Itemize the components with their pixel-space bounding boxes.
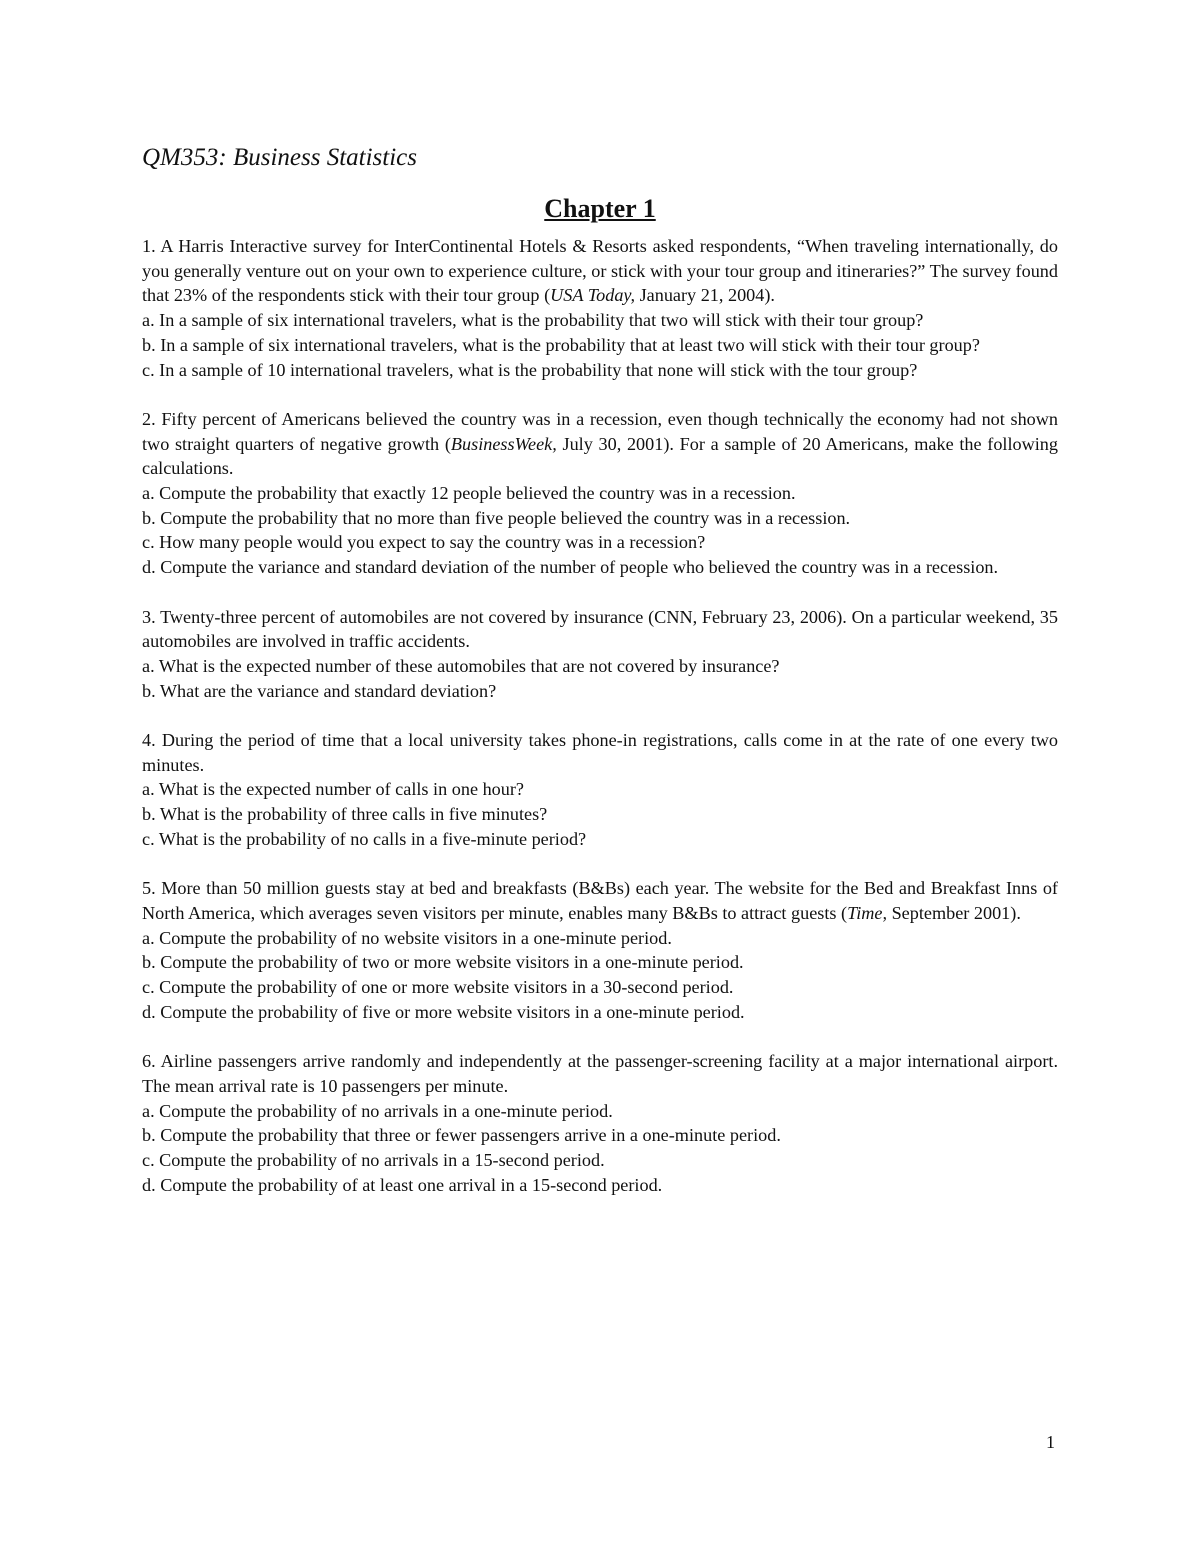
problem-stem: 5. More than 50 million guests stay at bed and breakfasts (B&Bs) each year. The website for the Bed and Breakfast Inns of North America, which averages seven visitors per minute, enables many B&Bs to attract guests (Time, September 2001). — [142, 878, 1058, 923]
document-page — [142, 138, 1058, 1222]
problem-part: b. What is the probability of three calls in five minutes? — [142, 804, 548, 825]
problem-part: d. Compute the variance and standard deviation of the number of people who believed the country was in a recession. — [142, 557, 999, 578]
problem-part: d. Compute the probability of at least one arrival in a 15-second period. — [142, 1174, 663, 1195]
chapter-heading: Chapter 1 — [544, 194, 656, 223]
problem-part: b. What are the variance and standard deviation? — [142, 680, 497, 701]
problem-part: c. Compute the probability of no arrivals in a 15-second period. — [142, 1149, 605, 1170]
problem-4 — [142, 728, 1058, 852]
page-number: 1 — [1046, 1432, 1055, 1452]
problem-5 — [142, 876, 1058, 1024]
problem-1 — [142, 234, 1058, 382]
source-citation: BusinessWeek, — [450, 433, 557, 454]
problem-part: c. How many people would you expect to say the country was in a recession? — [142, 532, 706, 553]
problem-stem: 1. A Harris Interactive survey for InterContinental Hotels & Resorts asked respondents, “When traveling internationally, do you generally venture out on your own to experience culture, or stick with your tour group and itineraries?” The survey found that 23% of the respondents stick with their tour group (USA Today, January 21, 2004). — [142, 236, 1058, 306]
problem-part: d. Compute the probability of five or more website visitors in a one-minute period. — [142, 1001, 745, 1022]
problem-stem: 4. During the period of time that a local university takes phone-in registrations, calls come in at the rate of one every two minutes. — [142, 730, 1058, 775]
problem-part: c. Compute the probability of one or more website visitors in a 30-second period. — [142, 977, 734, 998]
problem-part: b. Compute the probability of two or more website visitors in a one-minute period. — [142, 952, 744, 973]
problem-part: a. Compute the probability of no website visitors in a one-minute period. — [142, 927, 672, 948]
problem-part: a. What is the expected number of calls in one hour? — [142, 779, 524, 800]
problem-part: c. In a sample of 10 international travelers, what is the probability that none will stick with the tour group? — [142, 359, 918, 380]
problem-part: a. Compute the probability of no arrivals in a one-minute period. — [142, 1100, 613, 1121]
problem-part: a. What is the expected number of these automobiles that are not covered by insurance? — [142, 655, 780, 676]
problem-part: b. Compute the probability that three or fewer passengers arrive in a one-minute period. — [142, 1125, 781, 1146]
problem-stem: 3. Twenty-three percent of automobiles are not covered by insurance (CNN, February 23, 2006). On a particular weekend, 35 automobiles are involved in traffic accidents. — [142, 606, 1058, 652]
problem-part: b. Compute the probability that no more than five people believed the country was in a recession. — [142, 507, 851, 528]
problem-2 — [142, 407, 1058, 580]
source-citation: USA Today, — [550, 285, 636, 306]
source-citation: Time, — [847, 902, 888, 923]
problem-part: b. In a sample of six international travelers, what is the probability that at least two will stick with their tour group? — [142, 334, 980, 355]
problem-part: a. Compute the probability that exactly 12 people believed the country was in a recession. — [142, 483, 796, 504]
problem-3 — [142, 605, 1058, 704]
problem-stem: 2. Fifty percent of Americans believed the country was in a recession, even though technically the economy had not shown two straight quarters of negative growth (BusinessWeek, July 30, 2001). For a sample of 20 Americans, make the following calculations. — [142, 408, 1058, 479]
problem-stem: 6. Airline passengers arrive randomly and independently at the passenger-screening facility at a major international airport. The mean arrival rate is 10 passengers per minute. — [142, 1051, 1058, 1096]
course-title: QM353: Business Statistics — [142, 144, 417, 171]
problem-part: c. What is the probability of no calls in a five-minute period? — [142, 828, 587, 849]
problem-6 — [142, 1049, 1058, 1197]
problem-part: a. In a sample of six international travelers, what is the probability that two will stick with their tour group? — [142, 310, 924, 331]
